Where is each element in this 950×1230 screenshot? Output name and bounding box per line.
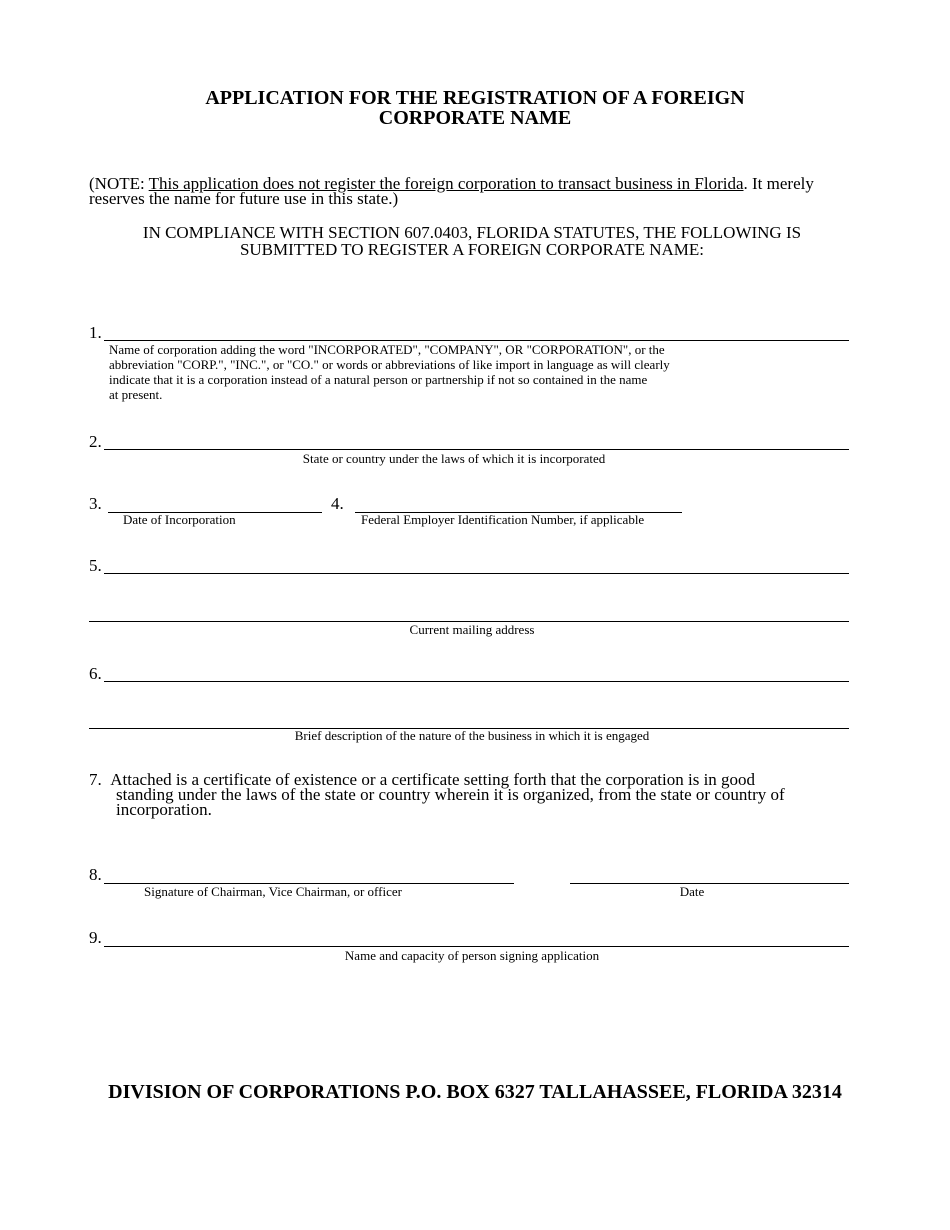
note-suffix: . It merely reserves the name for future use in this state.) — [89, 174, 814, 208]
corporation-name-field[interactable] — [104, 340, 849, 341]
item-7-line3: incorporation. — [116, 800, 212, 819]
note-prefix: (NOTE: — [89, 174, 149, 193]
item-4-caption: Federal Employer Identification Number, if applicable — [361, 512, 645, 527]
item-1-caption-line3: indicate that it is a corporation instead of a natural person or partnership if not so contained in the name — [109, 372, 648, 387]
item-5-number: 5. — [89, 556, 102, 575]
item-7-line2: standing under the laws of the state or country wherein it is organized, from the state or country of — [116, 785, 785, 804]
note-paragraph — [89, 176, 849, 206]
note-underlined-text: This application does not register the foreign corporation to transact business in Florida — [148, 174, 744, 193]
form-title-line2: CORPORATE NAME — [378, 107, 572, 129]
item-1-number: 1. — [89, 323, 102, 342]
item-6-number: 6. — [89, 664, 102, 683]
item-7-line1: Attached is a certificate of existence or a certificate setting forth that the corporation is in good — [110, 770, 756, 789]
item-3-number: 3. — [89, 494, 102, 513]
item-9-number: 9. — [89, 928, 102, 947]
form-title — [0, 88, 950, 128]
item-5-caption: Current mailing address — [409, 622, 535, 637]
item-8-caption: Signature of Chairman, Vice Chairman, or officer — [144, 884, 402, 899]
division-address-footer: DIVISION OF CORPORATIONS P.O. BOX 6327 TALLAHASSEE, FLORIDA 32314 — [108, 1081, 842, 1103]
item-2-number: 2. — [89, 432, 102, 451]
item-1-caption-line2: abbreviation "CORP.", "INC.", or "CO." or words or abbreviations of like import in language as will clearly — [109, 357, 670, 372]
item-6-caption: Brief description of the nature of the business in which it is engaged — [294, 728, 650, 743]
item-2-caption: State or country under the laws of which it is incorporated — [302, 451, 606, 466]
item-1-caption-line1: Name of corporation adding the word "INCORPORATED", "COMPANY", OR "CORPORATION", or the — [109, 342, 665, 357]
item-3-caption: Date of Incorporation — [123, 512, 236, 527]
item-7-statement — [89, 772, 859, 817]
state-of-incorporation-field[interactable] — [104, 449, 849, 450]
item-7-number: 7. — [89, 770, 102, 789]
compliance-statement — [89, 224, 855, 258]
item-8-number: 8. — [89, 865, 102, 884]
compliance-line1: IN COMPLIANCE WITH SECTION 607.0403, FLORIDA STATUTES, THE FOLLOWING IS — [142, 223, 802, 242]
business-description-field-line1[interactable] — [104, 681, 849, 682]
form-title-line1: APPLICATION FOR THE REGISTRATION OF A FOREIGN — [205, 87, 745, 109]
mailing-address-field-line1[interactable] — [104, 573, 849, 574]
item-1-caption-line4: at present. — [109, 387, 163, 402]
compliance-line2: SUBMITTED TO REGISTER A FOREIGN CORPORATE NAME: — [239, 240, 705, 259]
item-8-date-caption: Date — [679, 884, 705, 899]
item-1-caption — [109, 342, 849, 402]
signer-name-capacity-field[interactable] — [104, 946, 849, 947]
item-9-caption: Name and capacity of person signing application — [344, 948, 600, 963]
item-4-number: 4. — [331, 494, 344, 513]
